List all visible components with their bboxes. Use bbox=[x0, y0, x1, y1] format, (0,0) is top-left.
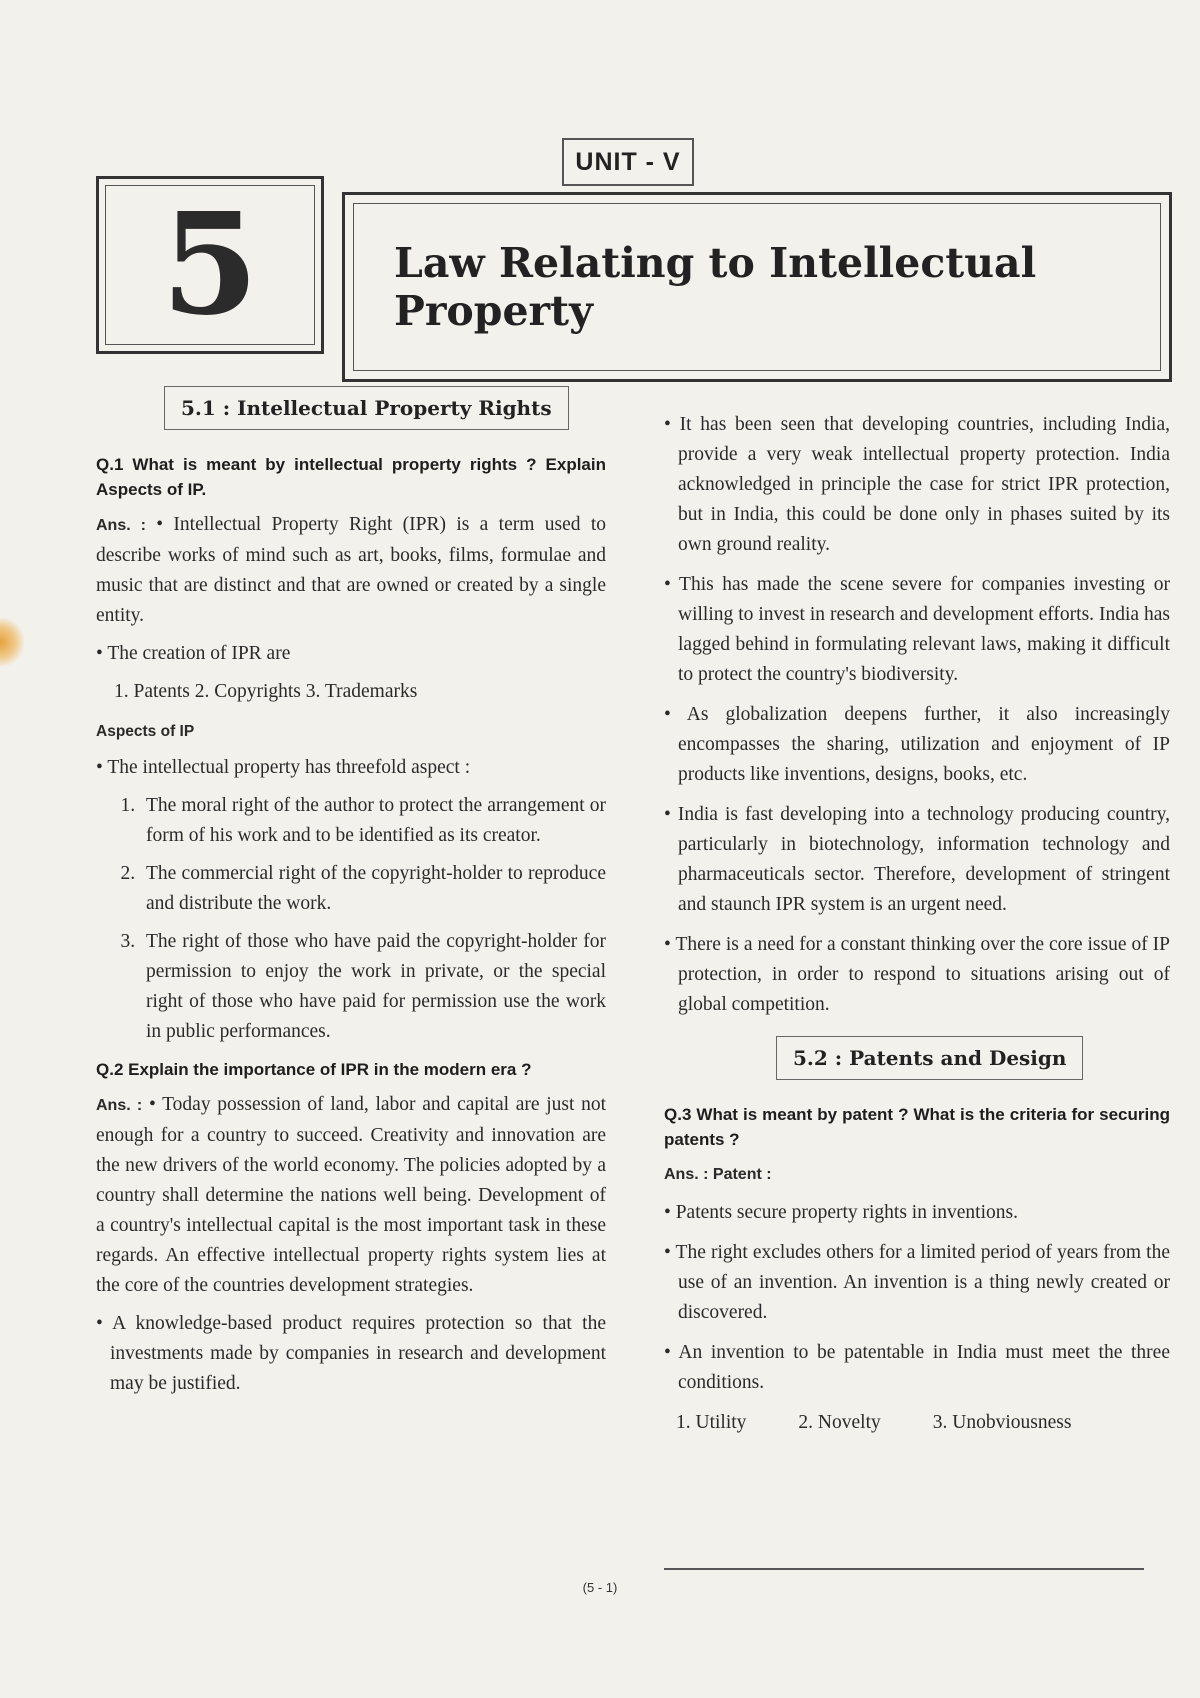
answer-2-bullet: • A knowledge-based product requires protection so that the investments made by companies in research and development may be justified. bbox=[96, 1313, 606, 1394]
aspects-list bbox=[96, 791, 606, 1047]
answer-3-label: Ans. : Patent : bbox=[664, 1166, 772, 1183]
answer-2-text: • Today possession of land, labor and capital are just not enough for a country to succeed. Creativity and innovation are the new drivers of the world economy. The policies adopted by a country shall determine the nations well being. Development of a country's intellectual capital is the most important task in these regards. An effective intellectual property rights system lies at the core of the countries development strategies. bbox=[96, 1094, 607, 1296]
list-item: • There is a need for a constant thinking over the core issue of IP protection, in order to respond to situations arising out of global competition. bbox=[664, 934, 1170, 1015]
answer-label: Ans. : bbox=[96, 517, 146, 534]
page-stain bbox=[0, 618, 24, 666]
list-item: • Patents secure property rights in inventions. bbox=[664, 1202, 1018, 1223]
aspects-bullet: • The intellectual property has threefold aspect : bbox=[96, 757, 471, 778]
question-1: Q.1 What is meant by intellectual property rights ? Explain Aspects of IP. bbox=[96, 455, 606, 499]
answer-2 bbox=[96, 1090, 606, 1301]
question-3: Q.3 What is meant by patent ? What is the criteria for securing patents ? bbox=[664, 1105, 1170, 1149]
creation-list: 1. Patents 2. Copyrights 3. Trademarks bbox=[114, 681, 418, 702]
page-number: (5 - 1) bbox=[582, 1580, 618, 1595]
list-item: • This has made the scene severe for companies investing or willing to invest in research and development efforts. India has lagged behind in formulating relevant laws, making it difficult to protect the country's biodiversity. bbox=[664, 574, 1170, 685]
list-item: 1. The moral right of the author to protect the arrangement or form of his work and to be identified as its creator. bbox=[140, 791, 606, 851]
condition-utility: 1. Utility bbox=[676, 1412, 747, 1433]
answer-1-text: • Intellectual Property Right (IPR) is a term used to describe works of mind such as art, books, films, formulae and music that are distinct and that are owned or created by a single entity. bbox=[96, 514, 606, 626]
list-item: • An invention to be patentable in India must meet the three conditions. bbox=[664, 1342, 1170, 1393]
left-column bbox=[96, 386, 606, 1409]
chapter-title: Law Relating to Intellectual Property bbox=[394, 239, 1037, 335]
condition-novelty: 2. Novelty bbox=[798, 1412, 881, 1433]
aspects-heading: Aspects of IP bbox=[96, 723, 195, 740]
chapter-title-box bbox=[342, 192, 1172, 382]
chapter-number-box bbox=[96, 176, 324, 354]
answer-label: Ans. : bbox=[96, 1097, 143, 1114]
unit-label: UNIT - V bbox=[562, 138, 694, 186]
list-item: • As globalization deepens further, it also increasingly encompasses the sharing, utilization and enjoyment of IP products like inventions, designs, books, etc. bbox=[664, 704, 1170, 785]
answer-1 bbox=[96, 510, 606, 631]
section-heading-5-2: 5.2 : Patents and Design bbox=[776, 1036, 1083, 1080]
list-item: • The right excludes others for a limited period of years from the use of an invention. An invention is a thing newly created or discovered. bbox=[664, 1242, 1170, 1323]
conditions-list bbox=[676, 1408, 1170, 1438]
chapter-number: 5 bbox=[161, 183, 259, 347]
right-column bbox=[664, 410, 1170, 1438]
list-item: 3. The right of those who have paid the copyright-holder for permission to enjoy the work in private, or the special right of those who have paid for permission use the work in public performances. bbox=[140, 927, 606, 1047]
creation-bullet: • The creation of IPR are bbox=[96, 643, 291, 664]
question-2: Q.2 Explain the importance of IPR in the modern era ? bbox=[96, 1060, 532, 1079]
condition-unobviousness: 3. Unobviousness bbox=[932, 1412, 1072, 1433]
section-heading-5-1: 5.1 : Intellectual Property Rights bbox=[164, 386, 569, 430]
list-item: • It has been seen that developing countries, including India, provide a very weak intellectual property protection. India acknowledged in principle the case for strict IPR protection, but in India, this could be done only in phases suited by its own ground reality. bbox=[664, 414, 1170, 555]
footer-rule bbox=[664, 1568, 1144, 1570]
list-item: • India is fast developing into a technology producing country, particularly in biotechnology, information technology and pharmaceuticals sector. Therefore, development of stringent and staunch IPR system is an urgent need. bbox=[664, 804, 1170, 915]
list-item: 2. The commercial right of the copyright-holder to reproduce and distribute the work. bbox=[140, 859, 606, 919]
